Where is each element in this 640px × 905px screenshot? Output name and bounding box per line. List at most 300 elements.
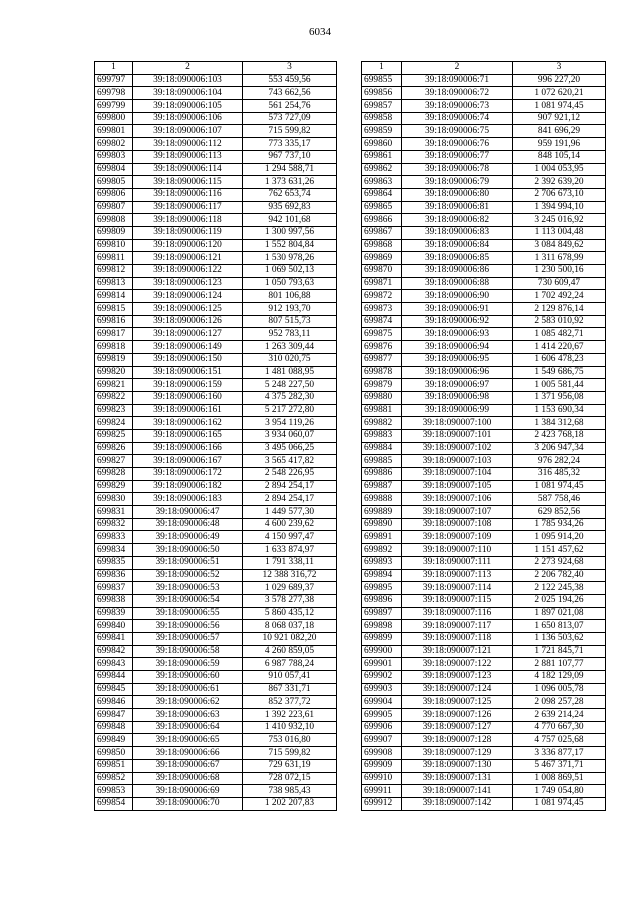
cell-value: 573 727,09 <box>243 112 337 125</box>
cell-value: 1 410 932,10 <box>243 721 337 734</box>
cell-cadastral-number: 39:18:090006:53 <box>133 582 243 595</box>
cell-value: 1 294 588,71 <box>243 163 337 176</box>
cell-cadastral-number: 39:18:090007:141 <box>402 785 513 798</box>
cell-number: 699841 <box>95 632 133 645</box>
cell-value: 4 770 667,30 <box>513 721 606 734</box>
cell-number: 699864 <box>362 188 402 201</box>
cell-cadastral-number: 39:18:090007:118 <box>402 632 513 645</box>
cell-value: 807 515,73 <box>243 315 337 328</box>
table-row <box>362 176 606 189</box>
cell-cadastral-number: 39:18:090006:55 <box>133 607 243 620</box>
cell-value: 3 336 877,17 <box>513 747 606 760</box>
cell-value: 1 230 500,16 <box>513 265 606 278</box>
cell-value: 1 311 678,99 <box>513 252 606 265</box>
cell-cadastral-number: 39:18:090006:80 <box>402 188 513 201</box>
cell-cadastral-number: 39:18:090006:105 <box>133 100 243 113</box>
cell-value: 730 609,47 <box>513 277 606 290</box>
table-row <box>362 455 606 468</box>
cell-cadastral-number: 39:18:090006:123 <box>133 277 243 290</box>
cell-number: 699865 <box>362 201 402 214</box>
table-row <box>95 163 337 176</box>
registry-table-right <box>361 61 606 811</box>
cell-cadastral-number: 39:18:090006:51 <box>133 556 243 569</box>
table-row <box>362 277 606 290</box>
cell-cadastral-number: 39:18:090007:109 <box>402 531 513 544</box>
cell-value: 910 057,41 <box>243 671 337 684</box>
table-row <box>362 125 606 138</box>
cell-cadastral-number: 39:18:090006:98 <box>402 391 513 404</box>
table-row <box>95 239 337 252</box>
cell-value: 10 921 082,20 <box>243 632 337 645</box>
cell-value: 1 085 482,71 <box>513 328 606 341</box>
cell-value: 867 331,71 <box>243 683 337 696</box>
cell-value: 762 653,74 <box>243 188 337 201</box>
cell-value: 1 008 869,51 <box>513 772 606 785</box>
cell-number: 699851 <box>95 759 133 772</box>
cell-number: 699835 <box>95 556 133 569</box>
table-row <box>362 785 606 798</box>
cell-cadastral-number: 39:18:090006:114 <box>133 163 243 176</box>
cell-value: 773 335,17 <box>243 138 337 151</box>
table-row <box>362 721 606 734</box>
cell-value: 12 388 316,72 <box>243 569 337 582</box>
table-row <box>362 531 606 544</box>
table-row <box>95 772 337 785</box>
cell-number: 699843 <box>95 658 133 671</box>
table-row <box>362 797 606 810</box>
cell-number: 699873 <box>362 303 402 316</box>
cell-number: 699819 <box>95 353 133 366</box>
table-row <box>362 645 606 658</box>
table-row <box>362 87 606 100</box>
cell-value: 4 375 282,30 <box>243 391 337 404</box>
table-row <box>95 391 337 404</box>
table-row <box>362 772 606 785</box>
cell-value: 1 072 620,21 <box>513 87 606 100</box>
table-row <box>95 620 337 633</box>
cell-cadastral-number: 39:18:090007:127 <box>402 721 513 734</box>
cell-cadastral-number: 39:18:090006:62 <box>133 696 243 709</box>
cell-cadastral-number: 39:18:090006:104 <box>133 87 243 100</box>
table-row <box>362 734 606 747</box>
cell-number: 699840 <box>95 620 133 633</box>
cell-value: 912 193,70 <box>243 303 337 316</box>
cell-cadastral-number: 39:18:090006:56 <box>133 620 243 633</box>
table-row <box>95 721 337 734</box>
table-row <box>95 201 337 214</box>
cell-cadastral-number: 39:18:090006:182 <box>133 480 243 493</box>
cell-value: 852 377,72 <box>243 696 337 709</box>
table-row <box>95 785 337 798</box>
cell-value: 3 578 277,38 <box>243 594 337 607</box>
table-row <box>95 341 337 354</box>
cell-cadastral-number: 39:18:090006:121 <box>133 252 243 265</box>
table-row <box>95 150 337 163</box>
cell-cadastral-number: 39:18:090007:131 <box>402 772 513 785</box>
cell-number: 699902 <box>362 671 402 684</box>
cell-value: 2 894 254,17 <box>243 480 337 493</box>
cell-number: 699871 <box>362 277 402 290</box>
table-row <box>95 468 337 481</box>
cell-value: 3 565 417,82 <box>243 455 337 468</box>
cell-cadastral-number: 39:18:090006:83 <box>402 226 513 239</box>
cell-cadastral-number: 39:18:090007:105 <box>402 480 513 493</box>
cell-number: 699850 <box>95 747 133 760</box>
cell-cadastral-number: 39:18:090006:125 <box>133 303 243 316</box>
cell-number: 699861 <box>362 150 402 163</box>
cell-cadastral-number: 39:18:090006:77 <box>402 150 513 163</box>
table-row <box>362 265 606 278</box>
cell-cadastral-number: 39:18:090007:113 <box>402 569 513 582</box>
cell-number: 699906 <box>362 721 402 734</box>
cell-value: 1 081 974,45 <box>513 100 606 113</box>
table-row <box>362 201 606 214</box>
cell-number: 699907 <box>362 734 402 747</box>
cell-cadastral-number: 39:18:090006:115 <box>133 176 243 189</box>
cell-value: 728 072,15 <box>243 772 337 785</box>
cell-cadastral-number: 39:18:090006:48 <box>133 518 243 531</box>
cell-number: 699839 <box>95 607 133 620</box>
table-row <box>95 214 337 227</box>
cell-value: 4 182 129,09 <box>513 671 606 684</box>
table-row <box>362 759 606 772</box>
cell-cadastral-number: 39:18:090007:123 <box>402 671 513 684</box>
cell-cadastral-number: 39:18:090007:100 <box>402 417 513 430</box>
cell-value: 1 549 686,75 <box>513 366 606 379</box>
cell-value: 2 392 639,20 <box>513 176 606 189</box>
table-row <box>362 328 606 341</box>
column-header-number: 1 <box>362 62 402 75</box>
cell-cadastral-number: 39:18:090006:52 <box>133 569 243 582</box>
cell-number: 699885 <box>362 455 402 468</box>
cell-number: 699816 <box>95 315 133 328</box>
cell-value: 952 783,11 <box>243 328 337 341</box>
cell-value: 1 606 478,23 <box>513 353 606 366</box>
cell-number: 699813 <box>95 277 133 290</box>
cell-number: 699898 <box>362 620 402 633</box>
table-row <box>362 391 606 404</box>
table-row <box>362 417 606 430</box>
table-row <box>95 506 337 519</box>
table-row <box>95 582 337 595</box>
cell-number: 699892 <box>362 544 402 557</box>
cell-number: 699849 <box>95 734 133 747</box>
cell-number: 699842 <box>95 645 133 658</box>
cell-cadastral-number: 39:18:090006:113 <box>133 150 243 163</box>
cell-number: 699908 <box>362 747 402 760</box>
cell-number: 699874 <box>362 315 402 328</box>
cell-cadastral-number: 39:18:090007:116 <box>402 607 513 620</box>
cell-cadastral-number: 39:18:090006:150 <box>133 353 243 366</box>
table-row <box>362 150 606 163</box>
cell-value: 1 153 690,34 <box>513 404 606 417</box>
cell-cadastral-number: 39:18:090006:65 <box>133 734 243 747</box>
table-row <box>95 138 337 151</box>
cell-value: 5 217 272,80 <box>243 404 337 417</box>
cell-value: 3 245 016,92 <box>513 214 606 227</box>
cell-cadastral-number: 39:18:090006:165 <box>133 429 243 442</box>
cell-value: 2 129 876,14 <box>513 303 606 316</box>
table-row <box>95 353 337 366</box>
table-row <box>95 594 337 607</box>
table-row <box>95 671 337 684</box>
table-row <box>362 544 606 557</box>
cell-value: 1 791 338,11 <box>243 556 337 569</box>
cell-cadastral-number: 39:18:090007:117 <box>402 620 513 633</box>
cell-cadastral-number: 39:18:090007:101 <box>402 429 513 442</box>
cell-number: 699801 <box>95 125 133 138</box>
table-row <box>95 277 337 290</box>
cell-cadastral-number: 39:18:090006:78 <box>402 163 513 176</box>
table-row <box>95 366 337 379</box>
cell-number: 699836 <box>95 569 133 582</box>
table-row <box>362 569 606 582</box>
cell-value: 801 106,88 <box>243 290 337 303</box>
cell-number: 699814 <box>95 290 133 303</box>
cell-value: 587 758,46 <box>513 493 606 506</box>
cell-value: 2 423 768,18 <box>513 429 606 442</box>
table-row <box>95 328 337 341</box>
cell-number: 699886 <box>362 468 402 481</box>
table-row <box>95 632 337 645</box>
cell-number: 699821 <box>95 379 133 392</box>
cell-number: 699855 <box>362 74 402 87</box>
table-row <box>362 607 606 620</box>
cell-value: 1 449 577,30 <box>243 506 337 519</box>
table-row <box>95 658 337 671</box>
cell-cadastral-number: 39:18:090006:79 <box>402 176 513 189</box>
cell-number: 699838 <box>95 594 133 607</box>
cell-value: 3 954 119,26 <box>243 417 337 430</box>
cell-cadastral-number: 39:18:090007:130 <box>402 759 513 772</box>
cell-number: 699891 <box>362 531 402 544</box>
column-header-cadastral-number: 2 <box>133 62 243 75</box>
table-row <box>95 303 337 316</box>
cell-cadastral-number: 39:18:090007:111 <box>402 556 513 569</box>
cell-value: 1 721 845,71 <box>513 645 606 658</box>
cell-cadastral-number: 39:18:090006:106 <box>133 112 243 125</box>
cell-cadastral-number: 39:18:090006:122 <box>133 265 243 278</box>
cell-number: 699884 <box>362 442 402 455</box>
cell-cadastral-number: 39:18:090006:119 <box>133 226 243 239</box>
cell-cadastral-number: 39:18:090006:70 <box>133 797 243 810</box>
cell-cadastral-number: 39:18:090006:172 <box>133 468 243 481</box>
cell-cadastral-number: 39:18:090006:61 <box>133 683 243 696</box>
cell-value: 1 749 054,80 <box>513 785 606 798</box>
table-row <box>362 353 606 366</box>
cell-cadastral-number: 39:18:090006:50 <box>133 544 243 557</box>
table-row <box>95 734 337 747</box>
cell-value: 959 191,96 <box>513 138 606 151</box>
cell-number: 699909 <box>362 759 402 772</box>
table-row <box>362 506 606 519</box>
table-row <box>95 645 337 658</box>
table-row <box>362 493 606 506</box>
cell-cadastral-number: 39:18:090006:71 <box>402 74 513 87</box>
cell-value: 1 633 874,97 <box>243 544 337 557</box>
cell-number: 699880 <box>362 391 402 404</box>
cell-number: 699830 <box>95 493 133 506</box>
cell-number: 699882 <box>362 417 402 430</box>
table-row <box>362 303 606 316</box>
cell-cadastral-number: 39:18:090006:95 <box>402 353 513 366</box>
table-row <box>95 531 337 544</box>
cell-value: 996 227,20 <box>513 74 606 87</box>
cell-value: 4 600 239,62 <box>243 518 337 531</box>
cell-cadastral-number: 39:18:090006:85 <box>402 252 513 265</box>
cell-value: 1 481 088,95 <box>243 366 337 379</box>
cell-cadastral-number: 39:18:090007:125 <box>402 696 513 709</box>
table-row <box>95 455 337 468</box>
cell-number: 699912 <box>362 797 402 810</box>
cell-number: 699900 <box>362 645 402 658</box>
table-row <box>95 112 337 125</box>
cell-number: 699863 <box>362 176 402 189</box>
cell-value: 1 095 914,20 <box>513 531 606 544</box>
table-row <box>362 74 606 87</box>
cell-cadastral-number: 39:18:090007:114 <box>402 582 513 595</box>
cell-number: 699894 <box>362 569 402 582</box>
page-number: 6034 <box>309 26 331 38</box>
cell-number: 699811 <box>95 252 133 265</box>
cell-cadastral-number: 39:18:090006:127 <box>133 328 243 341</box>
cell-number: 699832 <box>95 518 133 531</box>
table-row <box>95 125 337 138</box>
cell-cadastral-number: 39:18:090006:116 <box>133 188 243 201</box>
cell-number: 699799 <box>95 100 133 113</box>
table-row <box>95 607 337 620</box>
cell-value: 1 081 974,45 <box>513 797 606 810</box>
table-row <box>95 100 337 113</box>
cell-number: 699860 <box>362 138 402 151</box>
table-row <box>362 556 606 569</box>
cell-number: 699866 <box>362 214 402 227</box>
cell-value: 2 583 010,92 <box>513 315 606 328</box>
cell-cadastral-number: 39:18:090006:103 <box>133 74 243 87</box>
table-row <box>362 747 606 760</box>
table-row <box>362 468 606 481</box>
table-row <box>362 671 606 684</box>
cell-value: 1 069 502,13 <box>243 265 337 278</box>
cell-number: 699845 <box>95 683 133 696</box>
cell-number: 699848 <box>95 721 133 734</box>
cell-cadastral-number: 39:18:090006:161 <box>133 404 243 417</box>
cell-number: 699876 <box>362 341 402 354</box>
cell-value: 753 016,80 <box>243 734 337 747</box>
cell-value: 2 025 194,26 <box>513 594 606 607</box>
cell-cadastral-number: 39:18:090006:69 <box>133 785 243 798</box>
table-row <box>95 797 337 810</box>
cell-cadastral-number: 39:18:090006:118 <box>133 214 243 227</box>
cell-value: 1 263 309,44 <box>243 341 337 354</box>
cell-cadastral-number: 39:18:090006:73 <box>402 100 513 113</box>
cell-value: 5 248 227,50 <box>243 379 337 392</box>
table-row <box>95 417 337 430</box>
cell-cadastral-number: 39:18:090007:102 <box>402 442 513 455</box>
cell-cadastral-number: 39:18:090006:120 <box>133 239 243 252</box>
cell-cadastral-number: 39:18:090006:149 <box>133 341 243 354</box>
cell-cadastral-number: 39:18:090006:60 <box>133 671 243 684</box>
cell-cadastral-number: 39:18:090007:142 <box>402 797 513 810</box>
cell-cadastral-number: 39:18:090007:128 <box>402 734 513 747</box>
table-row <box>362 252 606 265</box>
table-row <box>362 226 606 239</box>
table-row <box>95 493 337 506</box>
cell-cadastral-number: 39:18:090006:160 <box>133 391 243 404</box>
cell-cadastral-number: 39:18:090006:68 <box>133 772 243 785</box>
column-header-cadastral-number: 2 <box>402 62 513 75</box>
table-row <box>362 100 606 113</box>
cell-number: 699859 <box>362 125 402 138</box>
cell-value: 2 639 214,24 <box>513 709 606 722</box>
cell-cadastral-number: 39:18:090006:75 <box>402 125 513 138</box>
cell-value: 841 696,29 <box>513 125 606 138</box>
cell-value: 1 202 207,83 <box>243 797 337 810</box>
cell-value: 1 392 223,61 <box>243 709 337 722</box>
cell-value: 907 921,12 <box>513 112 606 125</box>
cell-value: 1 897 021,08 <box>513 607 606 620</box>
cell-number: 699797 <box>95 74 133 87</box>
table-row <box>95 429 337 442</box>
table-row <box>362 429 606 442</box>
table-row <box>95 226 337 239</box>
cell-cadastral-number: 39:18:090007:110 <box>402 544 513 557</box>
cell-value: 5 860 435,12 <box>243 607 337 620</box>
cell-cadastral-number: 39:18:090007:124 <box>402 683 513 696</box>
cell-value: 4 150 997,47 <box>243 531 337 544</box>
cell-number: 699828 <box>95 468 133 481</box>
cell-number: 699879 <box>362 379 402 392</box>
cell-cadastral-number: 39:18:090006:124 <box>133 290 243 303</box>
table-row <box>95 176 337 189</box>
cell-value: 1 650 813,07 <box>513 620 606 633</box>
cell-cadastral-number: 39:18:090006:86 <box>402 265 513 278</box>
cell-cadastral-number: 39:18:090006:63 <box>133 709 243 722</box>
cell-value: 1 096 005,78 <box>513 683 606 696</box>
table-row <box>95 188 337 201</box>
cell-cadastral-number: 39:18:090006:159 <box>133 379 243 392</box>
cell-value: 942 101,68 <box>243 214 337 227</box>
cell-cadastral-number: 39:18:090006:76 <box>402 138 513 151</box>
cell-value: 1 151 457,62 <box>513 544 606 557</box>
table-row <box>362 138 606 151</box>
cell-number: 699807 <box>95 201 133 214</box>
cell-number: 699888 <box>362 493 402 506</box>
cell-value: 715 599,82 <box>243 747 337 760</box>
table-row <box>362 683 606 696</box>
cell-number: 699822 <box>95 391 133 404</box>
cell-cadastral-number: 39:18:090006:66 <box>133 747 243 760</box>
table-row <box>95 518 337 531</box>
cell-number: 699870 <box>362 265 402 278</box>
cell-value: 1 373 631,26 <box>243 176 337 189</box>
cell-value: 3 495 066,25 <box>243 442 337 455</box>
cell-value: 2 098 257,28 <box>513 696 606 709</box>
table-row <box>95 759 337 772</box>
cell-number: 699802 <box>95 138 133 151</box>
table-row <box>95 480 337 493</box>
table-row <box>362 709 606 722</box>
cell-number: 699809 <box>95 226 133 239</box>
table-row <box>362 290 606 303</box>
cell-number: 699804 <box>95 163 133 176</box>
cell-value: 1 050 793,63 <box>243 277 337 290</box>
cell-number: 699834 <box>95 544 133 557</box>
cell-cadastral-number: 39:18:090006:59 <box>133 658 243 671</box>
cell-cadastral-number: 39:18:090007:108 <box>402 518 513 531</box>
column-header-value: 3 <box>513 62 606 75</box>
cell-number: 699833 <box>95 531 133 544</box>
